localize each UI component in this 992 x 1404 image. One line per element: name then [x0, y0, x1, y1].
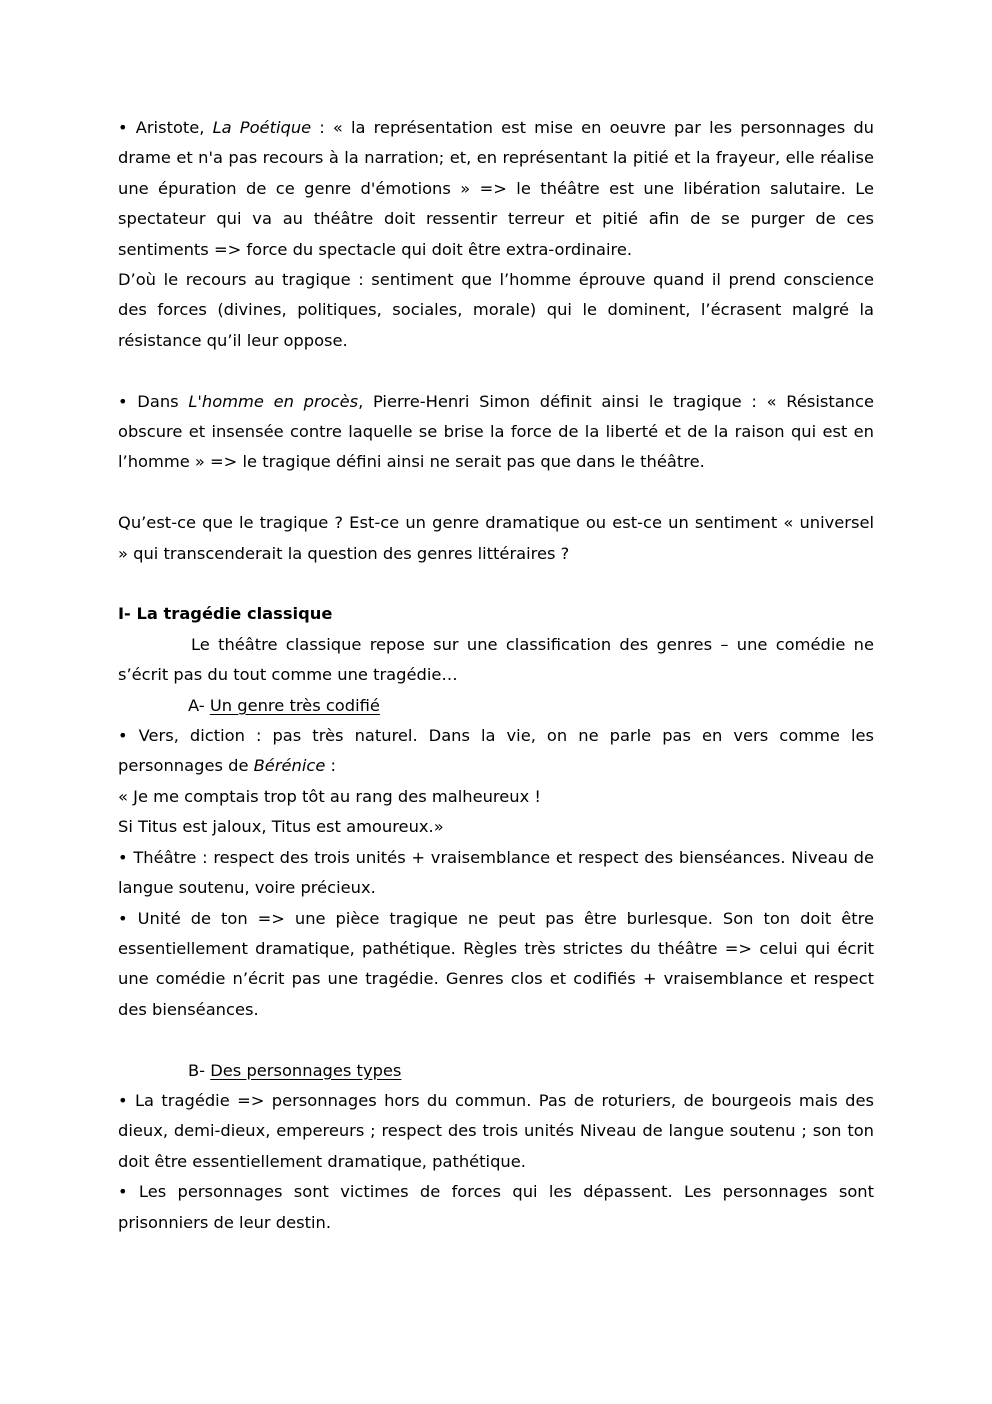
subheading-title: Un genre très codifié: [209, 695, 380, 715]
blank-line: [118, 356, 874, 386]
paragraph-text: :: [325, 756, 337, 776]
verse-line: Si Titus est jaloux, Titus est amoureux.»: [118, 817, 444, 837]
paragraph-text: , Pierre-Henri Simon définit ainsi le tragique : « Résistance obscure et insensée contre laquelle se brise la force de la liberté et de la raison qui est en l’homme » => le tragique défini ainsi ne serait pas que dans le théâtre.: [118, 391, 874, 472]
blank-line: [118, 569, 874, 599]
document-page: [118, 113, 874, 1238]
subheading-title: Des personnages types: [210, 1060, 402, 1080]
subheading-prefix: B-: [188, 1060, 211, 1080]
subheading-b: [118, 1056, 874, 1086]
bullet-vers-diction: [118, 721, 874, 782]
paragraph-text: : « la représentation est mise en oeuvre par les personnages du drame et n'a pas recours à la narration; et, en représentant la pitié et la frayeur, elle réalise une épuration de ce genre d'émotions » => le théâtre est une libération salutaire. Le spectateur qui va au théâtre doit ressentir terreur et pitié afin de se purger de ces sentiments => force du spectacle qui doit être extra-ordinaire.: [118, 118, 874, 259]
verse-line: « Je me comptais trop tôt au rang des malheureux !: [118, 786, 541, 806]
paragraph-text: • Vers, diction : pas très naturel. Dans la vie, on ne parle pas en vers comme les personnages de: [118, 726, 874, 776]
bullet-tragedie-personnages: • La tragédie => personnages hors du commun. Pas de roturiers, de bourgeois mais des dieux, demi-dieux, empereurs ; respect des trois unités Niveau de langue soutenu ; son ton doit être essentiellement dramatique, pathétique.: [118, 1090, 874, 1171]
book-title: La Poétique: [212, 118, 312, 137]
aristote-paragraph: [118, 113, 874, 265]
play-title: Bérénice: [253, 756, 326, 776]
tragique-definition-paragraph: D’où le recours au tragique : sentiment que l’homme éprouve quand il prend conscience des forces (divines, politiques, sociales, morale) qui le dominent, l’écrasent malgré la résistance qu’il leur oppose.: [118, 270, 874, 350]
paragraph-text: • Aristote,: [118, 118, 213, 137]
blank-line: [118, 478, 874, 508]
blank-line: [118, 1025, 874, 1055]
bullet-theatre: • Théâtre : respect des trois unités + vraisemblance et respect des bienséances. Niveau de langue soutenu, voire précieux.: [118, 847, 874, 898]
section-heading: I- La tragédie classique: [118, 604, 333, 624]
section-intro: Le théâtre classique repose sur une classification des genres – une comédie ne s’écrit pas du tout comme une tragédie…: [118, 634, 874, 685]
question-paragraph: Qu’est-ce que le tragique ? Est-ce un genre dramatique ou est-ce un sentiment « universel » qui transcenderait la question des genres littéraires ?: [118, 513, 874, 563]
bullet-victimes: • Les personnages sont victimes de forces qui les dépassent. Les personnages sont prisonniers de leur destin.: [118, 1182, 874, 1232]
paragraph-text: • Dans: [118, 391, 189, 411]
simon-paragraph: [118, 387, 874, 478]
book-title: L'homme en procès: [188, 391, 359, 411]
subheading-a: [118, 691, 874, 721]
subheading-prefix: A-: [188, 695, 210, 715]
bullet-unite-de-ton: • Unité de ton => une pièce tragique ne peut pas être burlesque. Son ton doit être essentiellement dramatique, pathétique. Règles très strictes du théâtre => celui qui écrit une comédie n’écrit pas une tragédie. Genres clos et codifiés + vraisemblance et respect des bienséances.: [118, 908, 874, 1019]
